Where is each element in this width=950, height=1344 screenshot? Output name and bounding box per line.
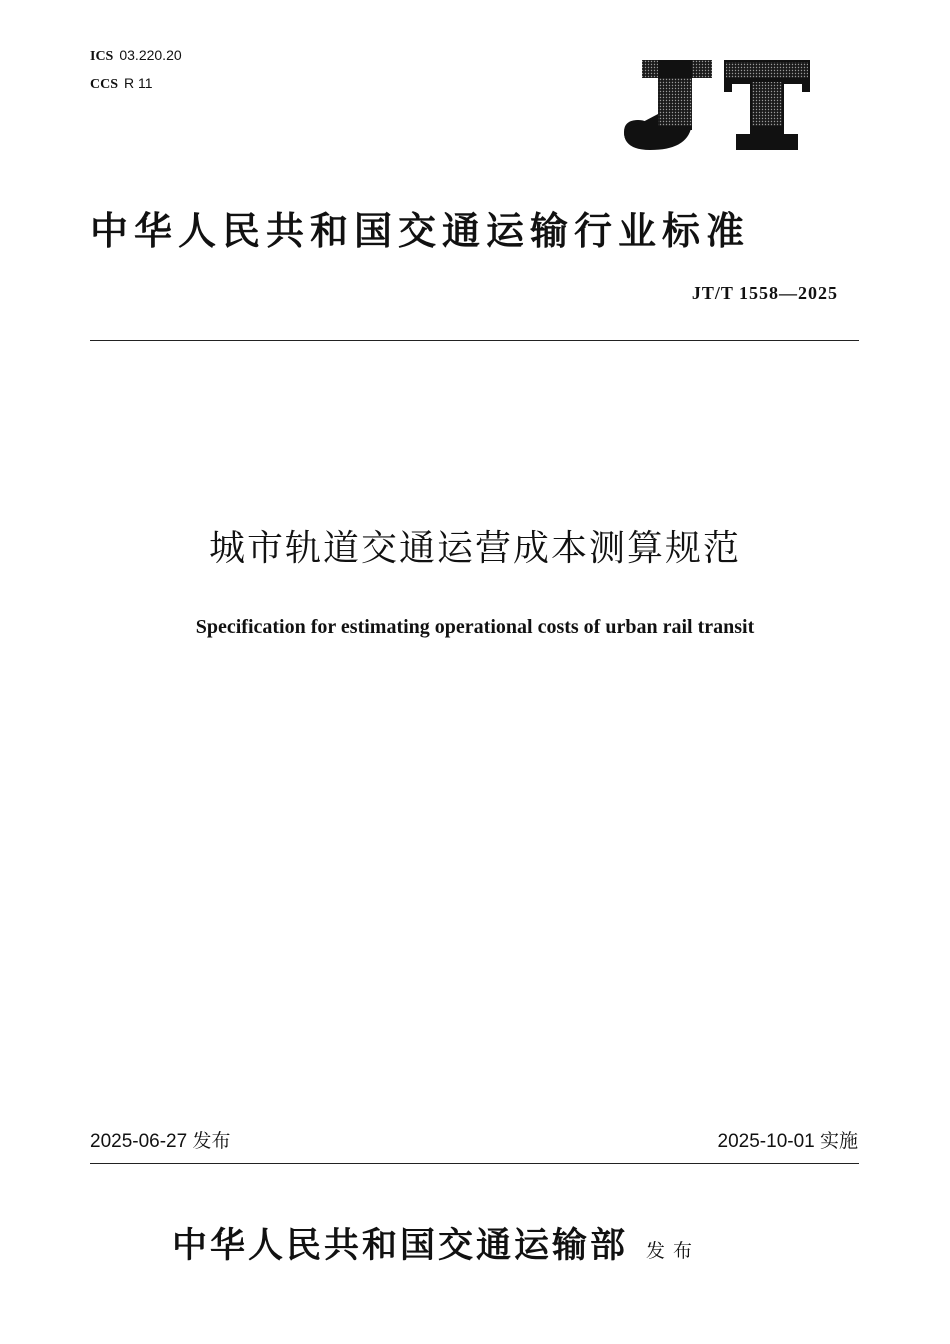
footer-divider xyxy=(90,1163,859,1164)
standard-number: JT/T 1558—2025 xyxy=(691,283,838,303)
title-chinese: 城市轨道交通运营成本测算规范 xyxy=(208,528,741,569)
ccs-label: CCS xyxy=(90,77,119,92)
implementation-date: 2025-10-01 实施 xyxy=(717,1131,858,1152)
logo-letter-j xyxy=(624,60,712,150)
ccs-code xyxy=(90,70,182,98)
publisher-organization: 中华人民共和国交通运输部 xyxy=(172,1225,629,1266)
issue-date: 2025-06-27 发布 xyxy=(90,1131,231,1152)
header-divider xyxy=(90,340,859,341)
jt-logo xyxy=(620,54,814,152)
ccs-value: R 11 xyxy=(124,75,153,91)
ics-code xyxy=(90,42,182,70)
logo-letter-t xyxy=(724,60,810,150)
publisher-suffix: 发布 xyxy=(646,1240,701,1262)
classification-codes xyxy=(90,42,182,98)
ics-value: 03.220.20 xyxy=(119,47,182,63)
standard-category: 中华人民共和国交通运输行业标准 xyxy=(90,208,751,253)
ics-label: ICS xyxy=(90,49,114,64)
title-english: Specification for estimating operational costs of urban rail transit xyxy=(195,616,755,638)
publisher xyxy=(172,1218,700,1268)
